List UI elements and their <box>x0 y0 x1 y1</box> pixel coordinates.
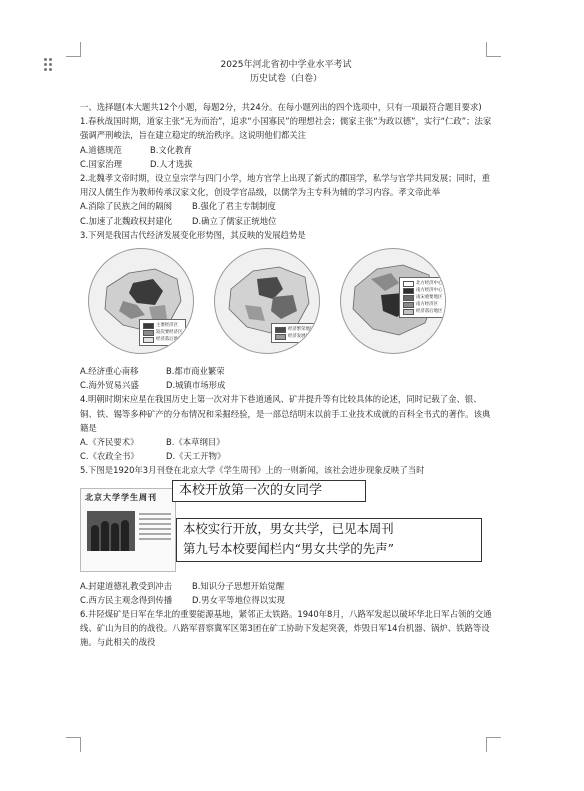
map-1-legend <box>139 319 186 346</box>
callout-excerpt <box>176 518 482 562</box>
question-3-options-row2 <box>80 378 492 392</box>
legend-item: 经济落后地区 <box>416 309 443 315</box>
margin-corner-mark <box>66 737 81 752</box>
map-1 <box>88 248 194 354</box>
option-d: D.男女平等地位得以实现 <box>192 594 285 605</box>
margin-corner-mark <box>486 737 501 752</box>
option-a: A.道德规范 <box>80 144 122 155</box>
newspaper-masthead: 北京大学学生周刊 <box>85 492 157 502</box>
option-b: B.文化教育 <box>150 144 192 155</box>
option-c: C.海外贸易兴盛 <box>80 380 139 391</box>
callout-headline: 本校开放第一次的女同学 <box>172 480 366 502</box>
map-2-legend <box>271 323 318 343</box>
legend-item: 经济发展地区 <box>288 334 315 340</box>
question-5-options-row2 <box>80 593 492 607</box>
question-4-options-row2 <box>80 449 492 463</box>
option-d: D.确立了儒家正统地位 <box>192 215 277 226</box>
option-a: A.经济重心南移 <box>80 366 139 377</box>
question-5-options <box>80 579 492 593</box>
section-heading: 一、选择题(本大题共12个小题，每题2分，共24分。在每小题列出的四个选项中，只有一项最符合题目要求) <box>80 102 482 112</box>
legend-item: 南宋重要地区 <box>416 295 443 301</box>
legend-item: 经济落后地区 <box>156 337 183 343</box>
option-b: B.《本草纲目》 <box>166 437 225 448</box>
question-4-options <box>80 435 492 449</box>
article-text-lines <box>139 513 171 543</box>
legend-item: 南方经济中心 <box>416 288 443 294</box>
drag-handle-icon[interactable] <box>44 58 54 72</box>
option-a: A.封建道德礼教受到冲击 <box>80 580 172 591</box>
callout-excerpt-line: 第九号本校要闻栏内“男女共学的先声” <box>183 540 394 556</box>
margin-corner-mark <box>66 42 81 57</box>
question-1-options-row2 <box>80 157 492 171</box>
question-3-options <box>80 364 492 378</box>
map-3 <box>340 248 446 354</box>
legend-item: 南方经济区 <box>416 302 438 308</box>
question-5-stem: 5.下图是1920年3月刊登在北京大学《学生周刊》上的一则新闻，该社会进步现象反映了当时 <box>80 465 425 476</box>
question-1-options <box>80 143 492 157</box>
legend-item: 北方经济中心 <box>416 281 443 287</box>
question-3-stem: 3.下列是我国古代经济发展变化形势图，其反映的发展趋势是 <box>80 229 306 240</box>
margin-corner-mark <box>486 42 501 57</box>
group-photo <box>87 511 135 551</box>
question-2-options-row2 <box>80 214 492 228</box>
map-2 <box>214 248 320 354</box>
option-b: B.知识分子思想开始觉醒 <box>192 580 285 591</box>
exam-subtitle: 历史试卷（白卷） <box>249 74 322 84</box>
option-b: B.强化了君主专制制度 <box>192 201 276 212</box>
question-4-stem: 4.明朝时期宋应星在我国历史上第一次对井下巷道通风、矿井提升等有比较具体的论述，同时记载了金、银、铜、铁、锡等多种矿产的分布情况和采掘经验，是一部总结明末以前手工业技术成就的百科全书式的著作。该典籍是 <box>80 394 491 433</box>
option-d: D.城镇市场形成 <box>166 380 226 391</box>
option-d: D.人才选拔 <box>150 158 193 169</box>
question-6-stem: 6.井陉煤矿是日军在华北的重要能源基地，紧邻正太铁路。1940年8月，八路军发起以破坏华北日军占领的交通线、矿山为目的的战役。八路军晋察冀军区第3团在矿工协助下发起突袭，炸毁日军14台机器、锅炉、铁路等设施。与此相关的战役 <box>80 609 492 648</box>
option-c: C.西方民主观念得到传播 <box>80 594 173 605</box>
legend-item: 主要经济区 <box>156 323 178 329</box>
legend-item: 经济繁荣地区 <box>288 327 315 333</box>
exam-title: 2025年河北省初中学业水平考试 <box>220 60 352 70</box>
newspaper-thumbnail <box>80 488 176 572</box>
option-a: A.消除了民族之间的隔阂 <box>80 201 172 212</box>
option-b: B.都市商业繁荣 <box>166 366 225 377</box>
economic-maps-figure <box>80 248 492 360</box>
legend-item: 较次要经济区 <box>156 330 183 336</box>
option-a: A.《齐民要术》 <box>80 437 139 448</box>
question-2-stem: 2.北魏孝文帝时期，设立皇宗学与四门小学，地方官学上出现了新式的郡国学，私学与官学共同发展；同时，重用汉人儒生作为教师传承汉家文化，创设学官品级，以儒学为主专科为辅的学习内容。孝文帝此举 <box>80 173 490 198</box>
map-3-legend <box>399 277 446 318</box>
callout-excerpt-line: 本校实行开放，男女共学，已见本周刊 <box>183 520 394 536</box>
option-d: D.《天工开物》 <box>166 451 226 462</box>
option-c: C.国家治理 <box>80 158 123 169</box>
option-c: C.《农政全书》 <box>80 451 139 462</box>
option-c: C.加速了北魏政权封建化 <box>80 215 173 226</box>
question-1-stem: 1.春秋战国时期，道家主张“无为而治”，追求“小国寡民”的理想社会；儒家主张“为政以德”，实行“仁政”；法家强调严刑峻法，旨在建立稳定的统治秩序。这说明他们都关注 <box>80 116 492 141</box>
question-2-options <box>80 199 492 213</box>
document-body <box>80 58 492 650</box>
newspaper-clipping-figure <box>80 480 492 576</box>
